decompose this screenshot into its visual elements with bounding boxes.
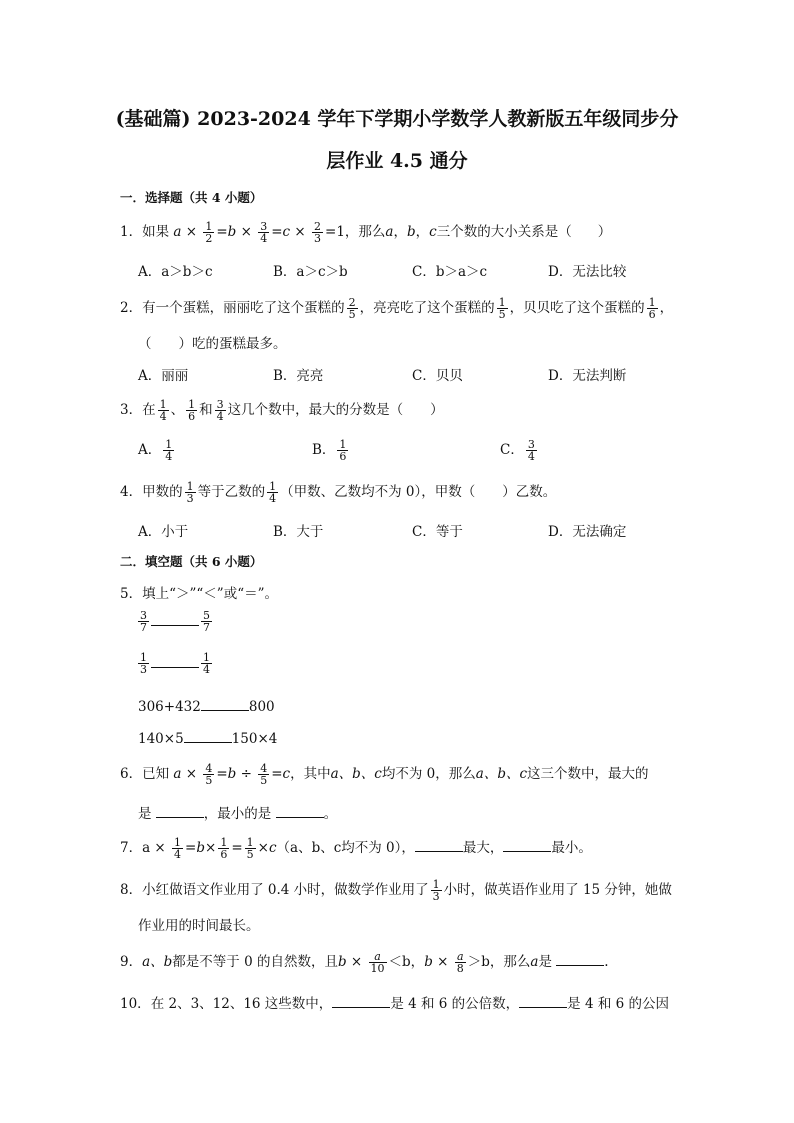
question-number: 8． [120, 882, 143, 898]
fraction: $\frac{1}{5}$ [246, 836, 254, 861]
answer-blank[interactable] [156, 805, 204, 818]
option-c: C．等于 [412, 524, 463, 540]
option-a: A．a＞b＞c [138, 264, 213, 280]
option-d: D．无法比较 [548, 264, 627, 280]
fraction: $\frac{1}{6}$ [220, 836, 228, 861]
question-6: 6．已知 a × $\frac{4}{5}$ =b ÷ $\frac{4}{5}$ =c，其中a、b、c均不为 0，那么a、b、c这三个数中，最大的 [120, 762, 649, 787]
option-b: B．a＞c＞b [273, 264, 348, 280]
fraction: $\frac{a}{8}$ [456, 950, 464, 975]
question-number: 9． [120, 954, 143, 970]
question-8: 8．小红做语文作业用了 0.4 小时，做数学作业用了 $\frac{1}{3}$ 小时，做英语作业用了 15 分钟，她做 [120, 878, 672, 903]
option-d: D．无法判断 [548, 368, 627, 384]
fraction: $\frac{1}{4}$ [174, 836, 182, 861]
answer-blank[interactable] [503, 839, 551, 852]
section-heading-fill: 二．填空题（共 6 小题） [120, 554, 263, 569]
question-5: 5．填上“＞”“＜”或“＝”。 [120, 586, 279, 602]
fraction: $\frac{1}{4}$ [165, 438, 173, 463]
answer-blank[interactable] [151, 659, 199, 668]
option-a: A． $\frac{1}{4}$ [138, 438, 173, 463]
fraction: $\frac{1}{4}$ [159, 398, 167, 423]
question-2-line2: （ ）吃的蛋糕最多。 [138, 336, 287, 352]
fraction: $\frac{1}{4}$ [269, 480, 277, 505]
compare-row-1 [136, 610, 214, 633]
fraction: $\frac{3}{4}$ [527, 438, 535, 463]
option-c: C．贝贝 [412, 368, 463, 384]
question-number: 6． [120, 766, 143, 782]
fraction: $\frac{4}{5}$ [260, 762, 268, 787]
fraction: $\frac{1}{2}$ [205, 220, 213, 245]
question-1: 1．如果 a × $\frac{1}{2}$ =b × $\frac{3}{4}$ =c × $\frac{2}{3}$ =1，那么a，b，c三个数的大小关系是（ ） [120, 220, 612, 245]
fraction: $\frac{1}{6}$ [339, 438, 347, 463]
question-3: 3．在 $\frac{1}{4}$ 、 $\frac{1}{6}$ 和 $\frac{3}{4}$ 这几个数中，最大的分数是（ ） [120, 398, 444, 423]
fraction: $\frac{1}{3}$ [432, 878, 440, 903]
fraction: $\frac{1}{6}$ [188, 398, 196, 423]
fraction: $\frac{4}{5}$ [205, 762, 213, 787]
answer-blank[interactable] [184, 730, 232, 743]
answer-blank[interactable] [332, 995, 390, 1008]
fraction: $\frac{1}{3}$ [186, 480, 194, 505]
fraction: $\frac{2}{5}$ [348, 296, 356, 321]
fraction: $\frac{3}{4}$ [260, 220, 268, 245]
fraction: $\frac{a}{10}$ [370, 950, 385, 975]
answer-blank[interactable] [519, 995, 567, 1008]
answer-blank[interactable] [556, 953, 604, 966]
option-b: B． $\frac{1}{6}$ [312, 438, 347, 463]
fraction: $\frac{3}{7}$ [140, 609, 147, 634]
fraction: $\frac{1}{5}$ [498, 296, 506, 321]
question-number: 2． [120, 300, 143, 316]
compare-row-4: 140×5 150×4 [138, 731, 278, 747]
question-number: 7． [120, 840, 143, 856]
answer-blank[interactable] [415, 839, 463, 852]
compare-row-2 [136, 652, 214, 675]
question-number: 3． [120, 402, 143, 418]
question-number: 4． [120, 484, 143, 500]
answer-blank[interactable] [276, 805, 324, 818]
question-9: 9．a、b都是不等于 0 的自然数，且b × $\frac{a}{10}$ ＜b，b × $\frac{a}{8}$ ＞b，那么a是 . [120, 950, 609, 975]
fraction: $\frac{1}{3}$ [140, 651, 147, 676]
fraction: $\frac{1}{4}$ [203, 651, 210, 676]
fraction: $\frac{3}{4}$ [216, 398, 224, 423]
question-2: 2．有一个蛋糕，丽丽吃了这个蛋糕的 $\frac{2}{5}$ ，亮亮吃了这个蛋糕的 $\frac{1}{5}$ ，贝贝吃了这个蛋糕的 $\frac{1}{6}$ ， [120, 296, 674, 321]
question-number: 5． [120, 586, 143, 602]
page-title-line2: 层作业 4.5 通分 [326, 150, 468, 172]
question-4: 4．甲数的 $\frac{1}{3}$ 等于乙数的 $\frac{1}{4}$ （甲数、乙数均不为 0），甲数（ ）乙数。 [120, 480, 557, 505]
option-a: A．丽丽 [138, 368, 189, 384]
option-a: A．小于 [138, 524, 189, 540]
option-b: B．大于 [273, 524, 324, 540]
question-number: 1． [120, 224, 143, 240]
fraction: $\frac{2}{3}$ [314, 220, 322, 245]
section-heading-choice: 一．选择题（共 4 小题） [120, 190, 263, 205]
option-d: D．无法确定 [548, 524, 627, 540]
option-c: C．b＞a＞c [412, 264, 488, 280]
option-c: C． $\frac{3}{4}$ [500, 438, 535, 463]
answer-blank[interactable] [201, 698, 249, 711]
question-8-line2: 作业用的时间最长。 [138, 918, 260, 934]
compare-row-3: 306+432 800 [138, 699, 275, 715]
answer-blank[interactable] [151, 617, 199, 626]
fraction: $\frac{5}{7}$ [203, 609, 210, 634]
question-number: 10． [120, 996, 151, 1012]
option-b: B．亮亮 [273, 368, 324, 384]
fraction: $\frac{1}{6}$ [648, 296, 656, 321]
page-title-line1: (基础篇) 2023-2024 学年下学期小学数学人教新版五年级同步分 [115, 108, 679, 130]
question-10: 10．在 2、3、12、16 这些数中， 是 4 和 6 的公倍数， 是 4 和 6 的公因 [120, 996, 669, 1012]
question-6-line2: 是 ，最小的是 。 [138, 806, 338, 822]
question-7: 7．a × $\frac{1}{4}$ =b× $\frac{1}{6}$ = $\frac{1}{5}$ ×c（a、b、c均不为 0）， 最大， 最小。 [120, 836, 592, 861]
